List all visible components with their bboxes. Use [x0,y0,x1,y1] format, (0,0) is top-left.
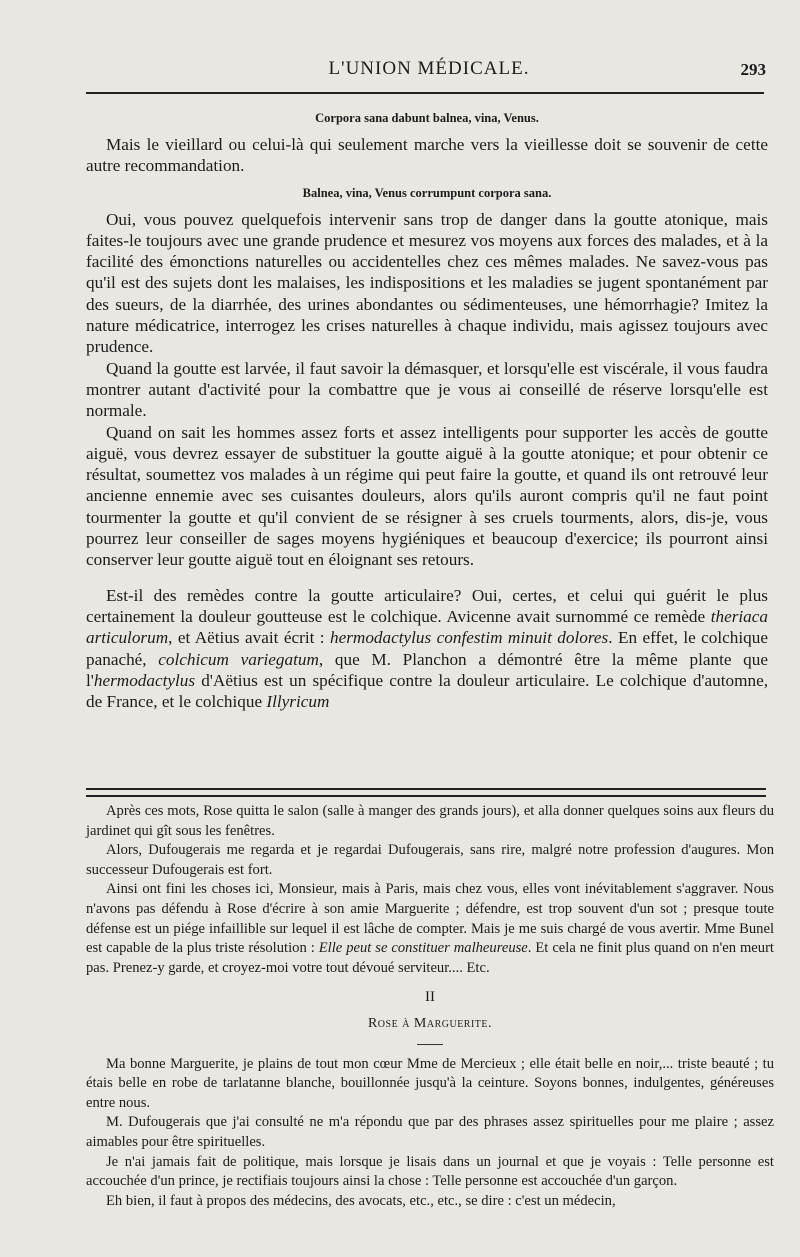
p5-text-e: . En effet, le colchique panaché, [86,628,768,669]
feuilleton-paragraph-6: Je n'ai jamais fait de politique, mais lorsque je lisais dans un journal et que je voyais : Telle personne est accouchée d'un prince, je rectifiais toujours ainsi la chose : Telle personne est accouchée d'un garçon. [86,1153,774,1190]
f3-italic: Elle peut se constituer malheureuse [318,940,528,957]
p5-text-a: Est-il des remèdes contre la goutte articulaire? Oui, certes, et celui qui guérit le plus certainement la douleur goutteuse est le colchique. Avicenne avait surnommé ce remède [86,585,768,626]
section-title: Rose à Marguerite. [367,1015,493,1031]
p5-italic-quote: hermodactylus confestim minuit dolores [330,628,609,648]
feuilleton-paragraph-2: Alors, Dufougerais me regarda et je regardai Dufougerais, sans rire, malgré notre profession d'augures. Mon successeur Dufougerais est fort. [86,842,774,878]
p5-italic-colchicum: colchicum variegatum [158,649,319,669]
header-rule [86,92,764,94]
p5-text-i: d'Aëtius est un spécifique contre la douleur articulaire. Le colchique d'automne, de France, et le colchique [86,670,768,712]
article-paragraph-2: Oui, vous pouvez quelquefois intervenir sans trop de danger dans la goutte atonique, mais faites-le toujours avec une grande prudence et mesurez vos moyens aux forces des malades, et à la facilité des émonctions naturelles ou accidentelles chez ces mêmes malades. Ne savez-vous pas qu'il est des sujets dont les malaises, les indispositions et les maladies se jugent spontanément par des sueurs, de la diarrhée, des urines abondantes ou sédimenteuses, une hémorrhagie? Imitez la nature médicatrice, interrogez les crises naturelles à chaque individu, mais agissez toujours avec prudence. [86,209,768,357]
p5-text-c: , et Aëtius avait écrit : [168,628,331,648]
feuilleton-paragraph-5: M. Dufougerais que j'ai consulté ne m'a répondu que par des phrases assez spirituelles pour me plaire ; assez aimables pour être spirituelles. [86,1114,774,1150]
article-paragraph-5 [86,585,768,713]
f3-text-c: . Et cela ne finit plus quand on n'en meurt pas. Prenez-y garde, et croyez-moi votre tout dévoué serviteur.... Etc. [86,940,774,976]
feuilleton-section [86,802,774,1211]
article-paragraph-1: Mais le vieillard ou celui-là qui seulement marche vers la vieillesse doit se souvenir de cette autre recommandation. [86,135,768,176]
feuilleton-paragraph-3 [86,880,774,978]
article-body [86,108,768,712]
p5-italic-theriaca: theriaca articulorum [86,606,768,648]
page-number: 293 [740,60,766,79]
epigraph-first: Corpora sana dabunt balnea, vina, Venus. [315,111,539,125]
page-header [84,58,774,88]
section-number: II [425,989,435,1006]
f3-text-a: Ainsi ont fini les choses ici, Monsieur, mais à Paris, mais chez vous, elles vont inévitablement s'aggraver. Nous n'avons pas défendu à Rose d'écrire à son amie Marguerite ; défendre, est trop souvent d'un sot ; presque toute défense est un piége infaillible sur lequel il est lâche de compter. Mais je me suis chargé de vous avertir. Mme Bunel est capable de la plus triste résolution : [86,881,774,957]
paragraph-gap [86,571,768,585]
feuilleton-paragraph-7: Eh bien, il faut à propos des médecins, des avocats, etc., etc., se dire : c'est un médecin, [106,1192,616,1209]
section-title-rule [417,1044,443,1045]
feuilleton-paragraph-1: Après ces mots, Rose quitta le salon (salle à manger des grands jours), et alla donner quelques soins aux fleurs du jardinet qui gît sous les fenêtres. [86,803,774,839]
feuilleton-divider [86,788,766,797]
epigraph-second: Balnea, vina, Venus corrumpunt corpora sana. [302,185,552,200]
article-paragraph-4: Quand on sait les hommes assez forts et assez intelligents pour supporter les accès de goutte aiguë, vous devrez essayer de substituer la goutte aiguë à la goutte atonique; et pour obtenir ce résultat, soumettez vos malades à un régime qui peut faire la goutte, et quand ils ont retrouvé leur ancienne ennemie avec ses cuisantes douleurs, alors qu'ils auront compris qu'il ne faut point tourmenter la goutte et qu'il convient de se résigner à ses cruels tourments, alors, dis-je, vous pourrez leur conseiller de sages moyens hygiéniques et beaucoup d'exercice; ils pourront ainsi conserver leur goutte aiguë tout en éloignant ses retours. [86,422,768,570]
feuilleton-paragraph-4: Ma bonne Marguerite, je plains de tout mon cœur Mme de Mercieux ; elle était belle en noir,... triste beauté ; tu étais belle en robe de tarlatanne blanche, bouillonnée jusqu'à la ceinture. Soyons bonnes, indulgentes, généreuses entre nous. [86,1055,774,1111]
article-paragraph-3: Quand la goutte est larvée, il faut savoir la démasquer, et lorsqu'elle est viscérale, il vous faudra montrer autant d'activité pour la combattre que je vous ai conseillé de réserve lorsqu'elle est normale. [86,358,768,421]
p5-italic-illyricum: Illyricum [266,692,330,712]
p5-italic-hermodactylus: hermodactylus [93,670,196,690]
p5-text-g: , que M. Planchon a démontré être la même plante que l' [86,649,768,690]
journal-title: L'UNION MÉDICALE. [328,58,530,79]
